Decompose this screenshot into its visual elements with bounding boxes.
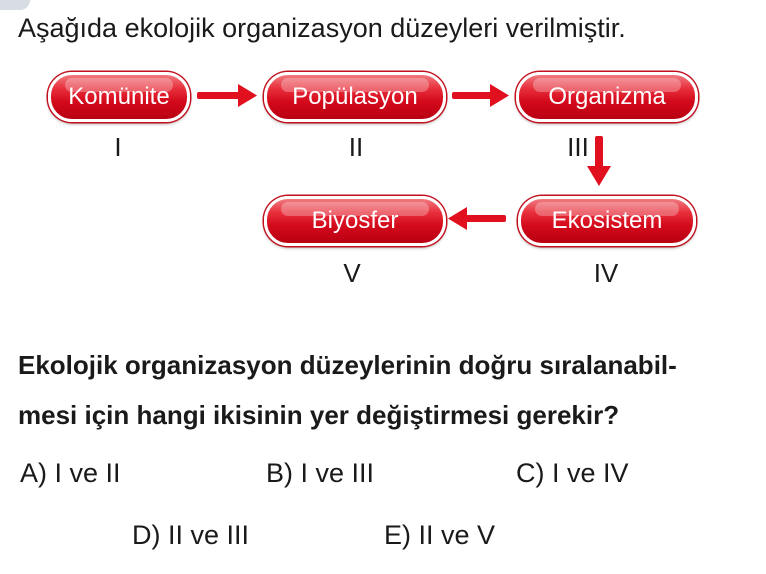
numeral-i: I	[114, 132, 122, 162]
arrow-left-icon	[448, 207, 506, 230]
intro-text: Aşağıda ekolojik organizasyon düzeyleri verilmiştir.	[18, 13, 626, 43]
arrow-right-icon	[197, 84, 257, 107]
corner-tab-mark	[0, 0, 30, 10]
level-pill-ekosistem	[518, 196, 696, 246]
numeral-iv: IV	[593, 258, 619, 288]
level-label: Organizma	[548, 83, 666, 110]
level-label: Ekosistem	[551, 207, 663, 234]
question-text	[18, 340, 758, 440]
level-pill-biyosfer	[264, 196, 446, 246]
level-label: Komünite	[68, 83, 170, 110]
numeral-ii: II	[348, 132, 364, 162]
option-e[interactable]: E) II ve V	[384, 520, 496, 550]
question-line-2: mesi için hangi ikisinin yer değiştirmesi gerekir?	[18, 400, 620, 430]
level-pill-populasyon	[264, 72, 446, 122]
numeral-v: V	[343, 258, 361, 288]
question-line-1: Ekolojik organizasyon düzeylerinin doğru sıralanabil-	[18, 350, 677, 380]
level-label: Biyosfer	[311, 207, 399, 234]
arrow-right-icon	[452, 84, 509, 107]
option-d[interactable]: D) II ve III	[132, 520, 250, 550]
numeral-iii: III	[567, 132, 589, 162]
option-b[interactable]: B) I ve III	[266, 458, 375, 488]
level-pill-komunite	[48, 72, 190, 122]
option-a[interactable]: A) I ve II	[20, 458, 121, 488]
level-pill-organizma	[516, 72, 698, 122]
option-c[interactable]: C) I ve IV	[516, 458, 629, 488]
level-label: Popülasyon	[292, 83, 418, 110]
